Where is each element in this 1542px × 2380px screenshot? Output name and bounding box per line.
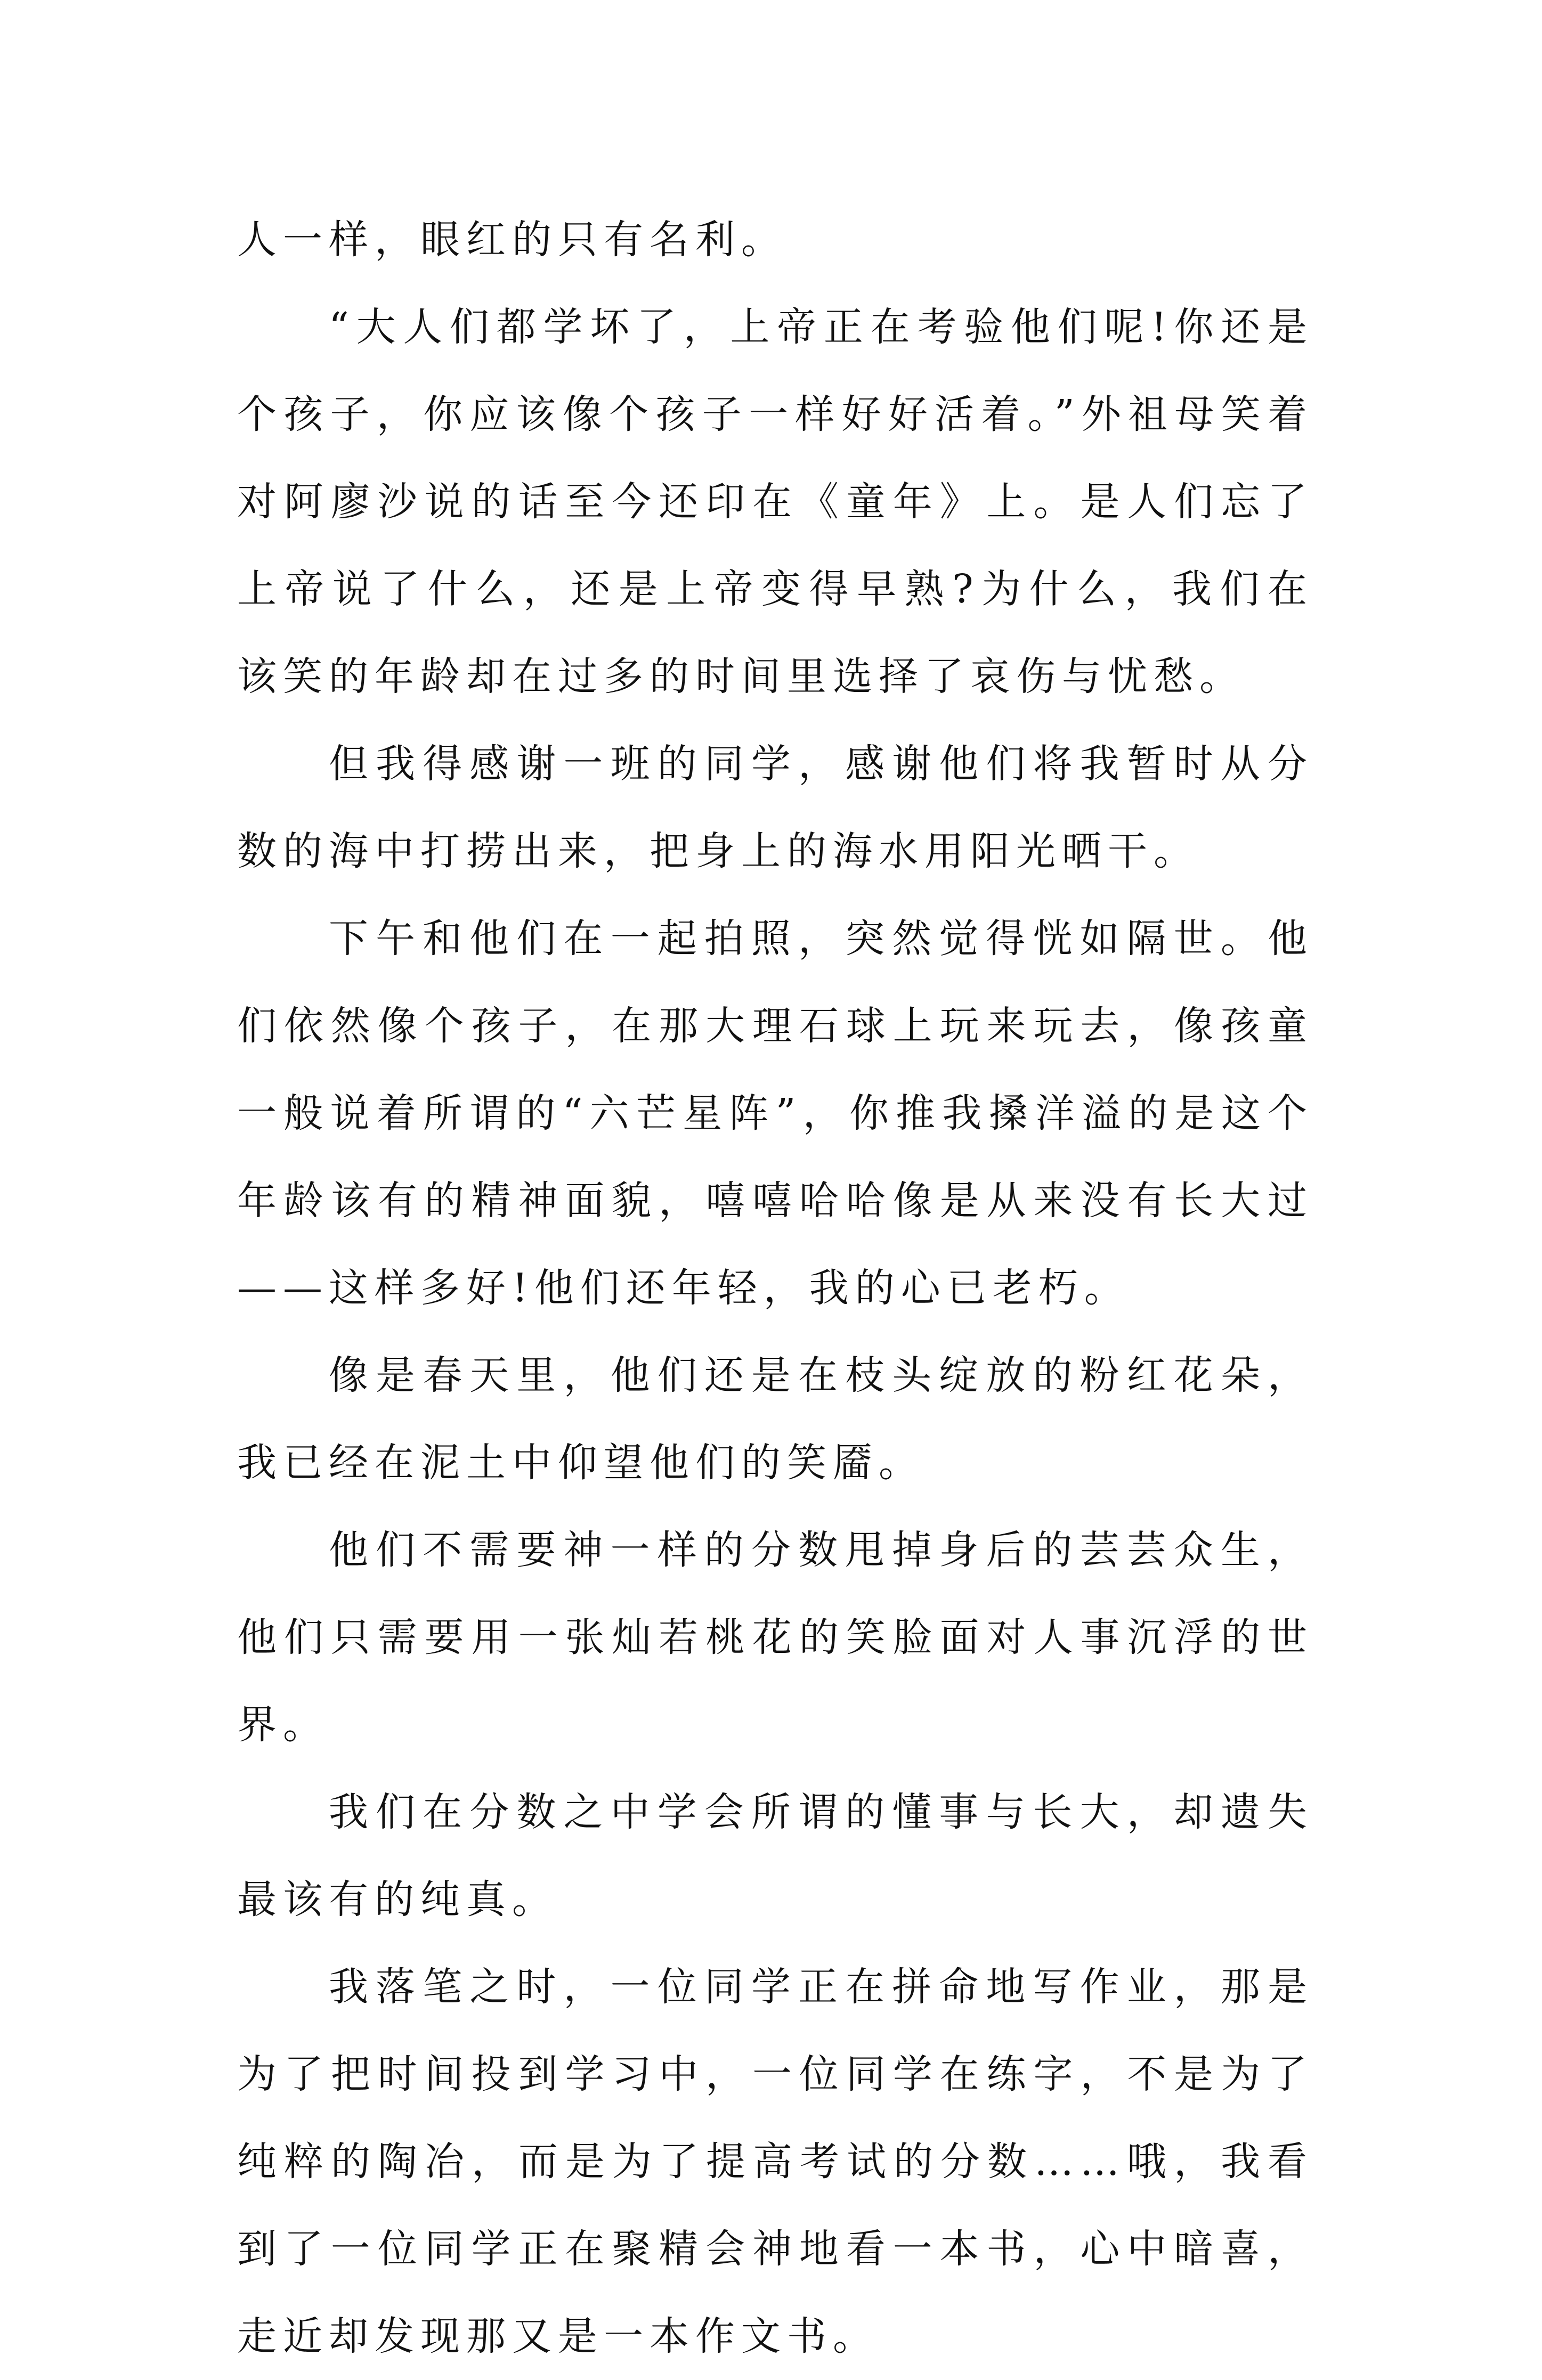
- paragraph-1: 人一样，眼红的只有名利。: [237, 217, 787, 263]
- paragraph-3: 但我得感谢一班的同学，感谢他们将我暂时从分数的海中打捞出来，把身上的海水用阳光晒干。: [237, 741, 1313, 874]
- paragraph-7: 我们在分数之中学会所谓的懂事与长大，却遗失最该有的纯真。: [237, 1789, 1313, 1922]
- paragraph-6: 他们不需要神一样的分数甩掉身后的芸芸众生，他们只需要用一张灿若桃花的笑脸面对人事沉浮的世界。: [237, 1527, 1313, 1748]
- paragraph-2: “大人们都学坏了，上帝正在考验他们呢!你还是个孩子，你应该像个孩子一样好好活着。”外祖母笑着对阿廖沙说的话至今还印在《童年》上。是人们忘了上帝说了什么，还是上帝变得早熟?为什么，我们在该笑的年龄却在过多的时间里选择了哀伤与忧愁。: [237, 304, 1313, 699]
- paragraph-4: 下午和他们在一起拍照，突然觉得恍如隔世。他们依然像个孩子，在那大理石球上玩来玩去，像孩童一般说着所谓的“六芒星阵”，你推我搡洋溢的是这个年龄该有的精神面貌，嘻嘻哈哈像是从来没有长大过——这样多好!他们还年轻，我的心已老朽。: [237, 916, 1313, 1311]
- paragraph-8: 我落笔之时，一位同学正在拼命地写作业，那是为了把时间投到学习中，一位同学在练字，不是为了纯粹的陶冶，而是为了提高考试的分数……哦，我看到了一位同学正在聚精会神地看一本书，心中暗喜，走近却发现那又是一本作文书。: [237, 1964, 1313, 2359]
- paragraph-5: 像是春天里，他们还是在枝头绽放的粉红花朵，我已经在泥土中仰望他们的笑靥。: [237, 1352, 1313, 1486]
- body-text: [237, 196, 1313, 2380]
